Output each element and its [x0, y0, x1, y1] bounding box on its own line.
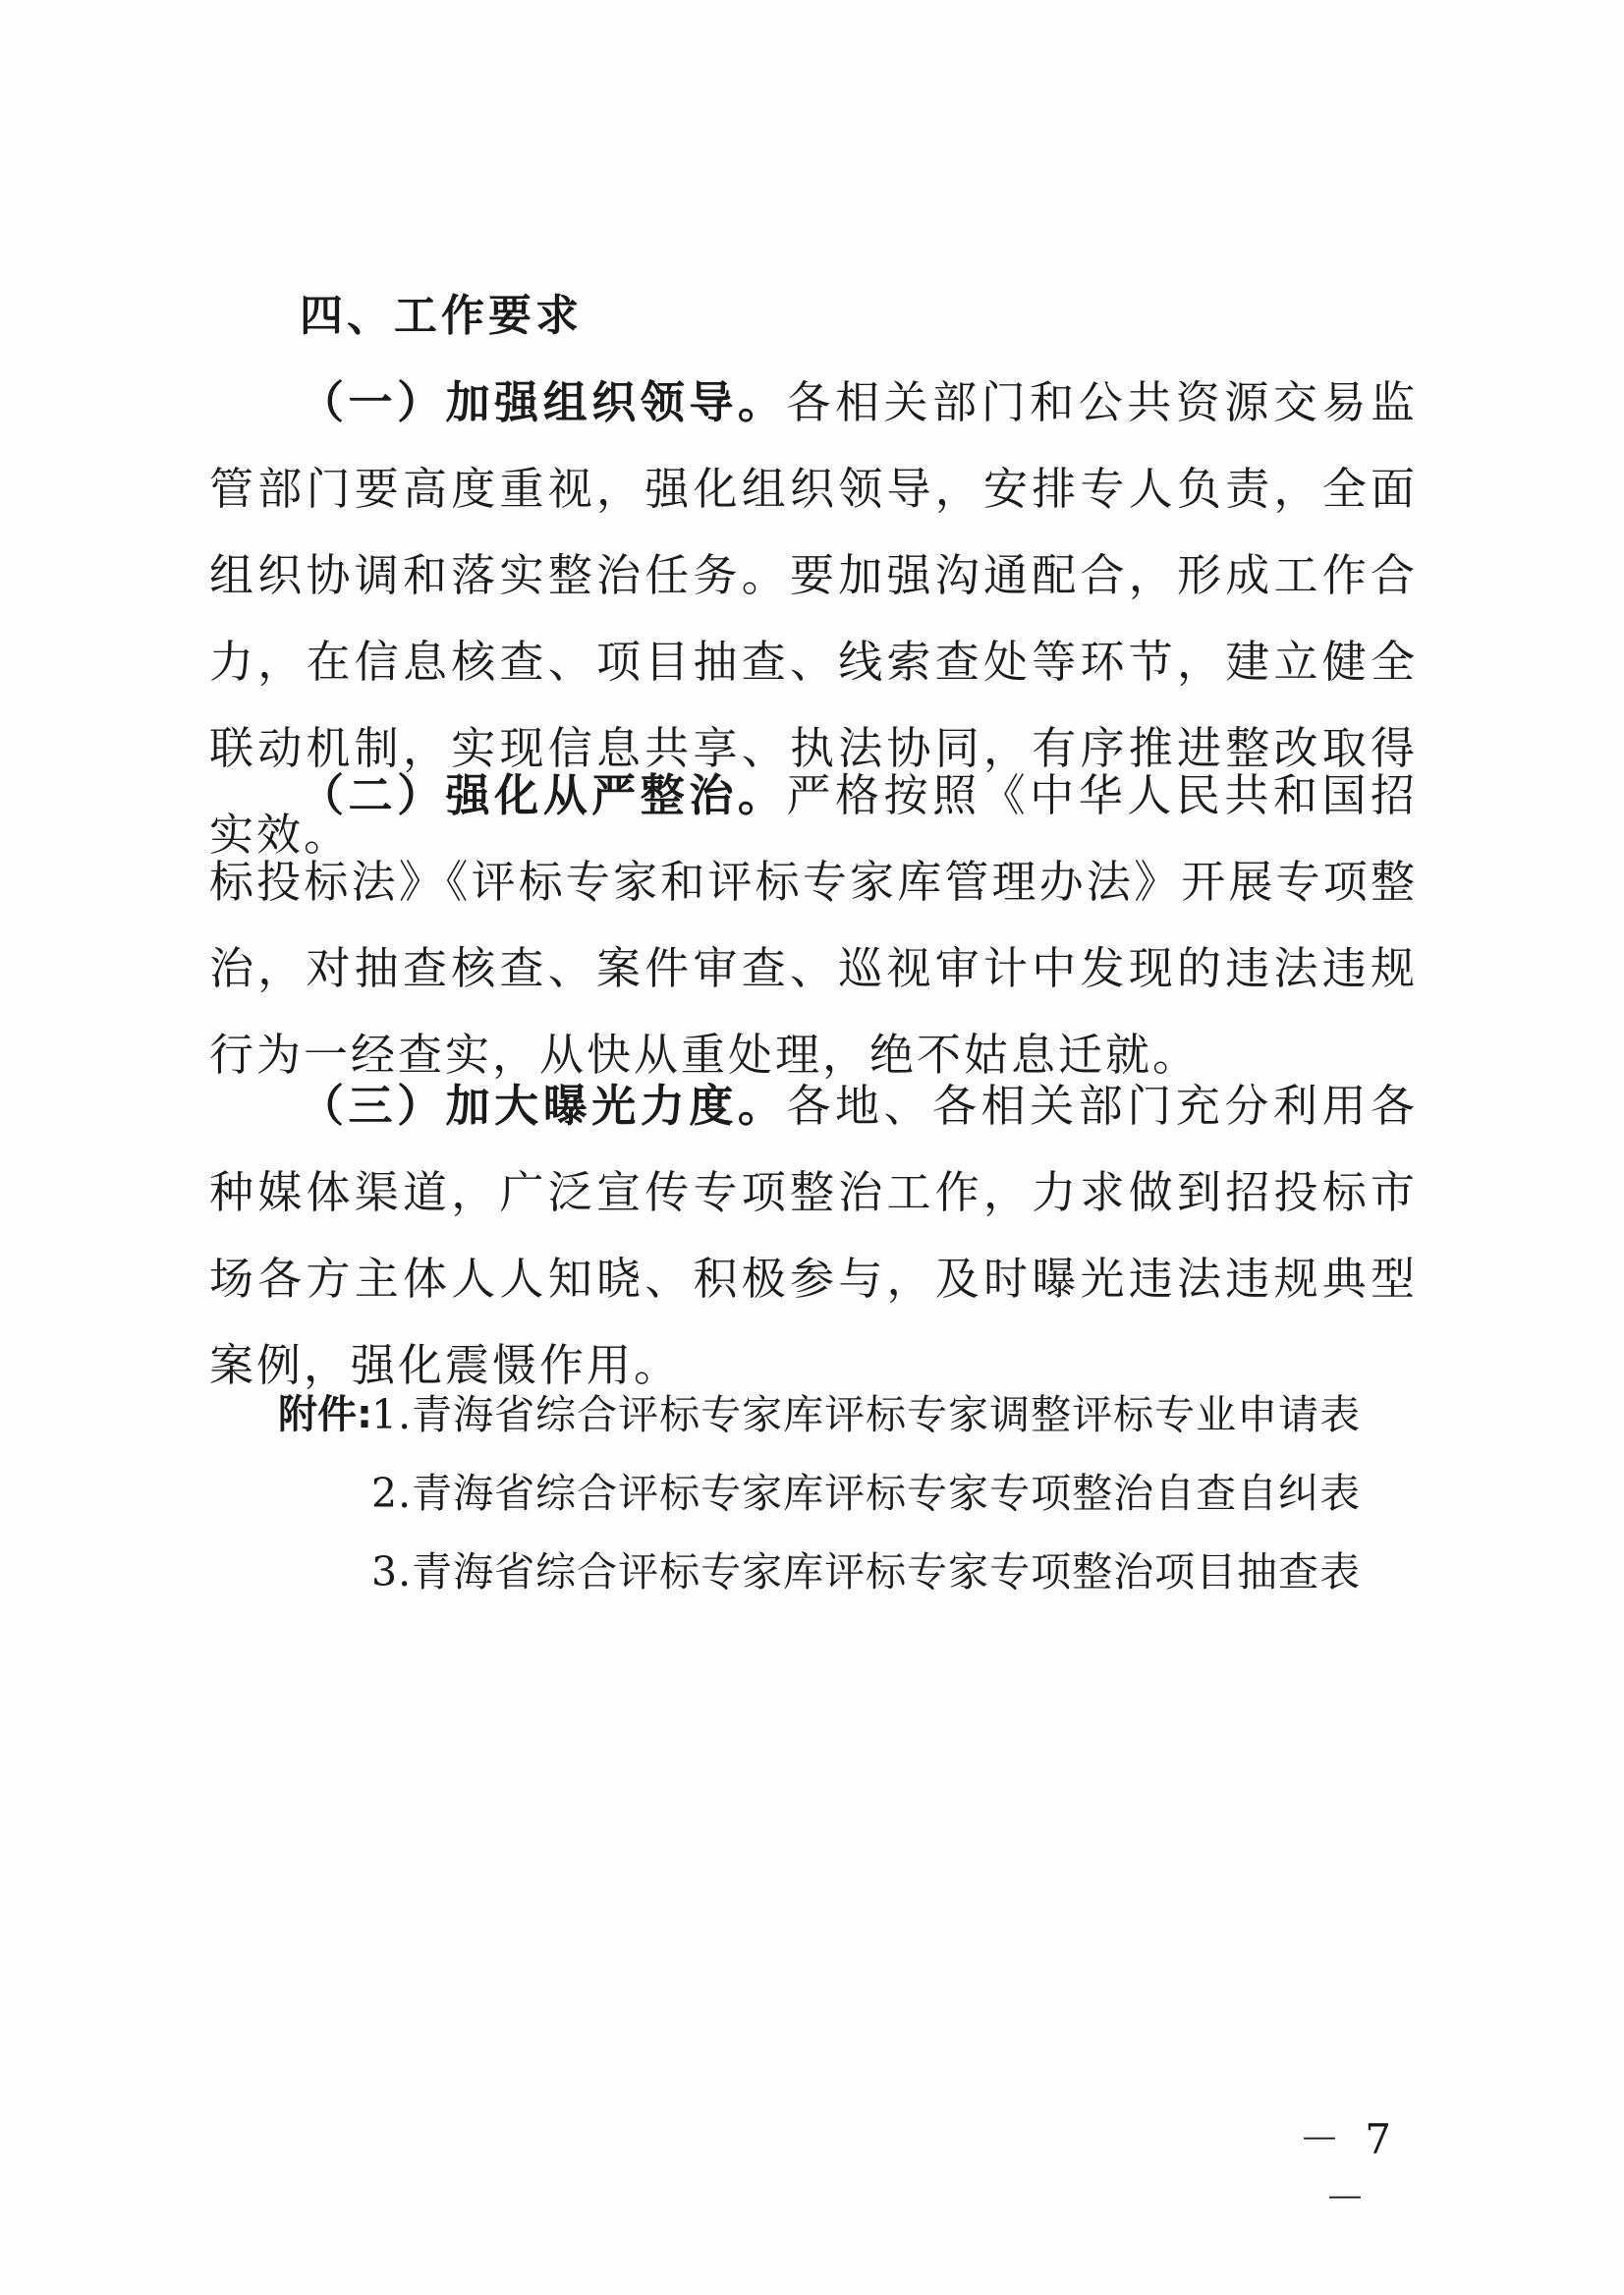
- paragraph-text: 各地、各相关部门充分利用各种媒体渠道，广泛宣传专项整治工作，力求做到招投标市场各方主体人人知晓、积极参与，及时曝光违法违规典型案例，强化震慑作用。: [209, 1080, 1418, 1391]
- paragraph-lead: （三）加大曝光力度。: [300, 1080, 787, 1132]
- paragraph-text: 严格按照《中华人民共和国招标投标法》《评标专家和评标专家库管理办法》开展专项整治，对抽查核查、案件审查、巡视审计中发现的违法违规行为一经查实，从快从重处理，绝不姑息迁就。: [209, 769, 1418, 1081]
- attachments-label: 附件:: [278, 1392, 372, 1437]
- paragraph-lead: （一）加强组织领导。: [300, 376, 787, 428]
- paragraph-increase-exposure: [209, 1063, 1418, 1409]
- paragraph-text: 各相关部门和公共资源交易监管部门要高度重视，强化组织领导，安排专人负责，全面组织协调和落实整治任务。要加强沟通配合，形成工作合力，在信息核查、项目抽查、线索查处等环节，建立健全联动机制，实现信息共享、执法协同，有序推进整改取得实效。: [209, 376, 1418, 861]
- paragraph-lead: （二）强化从严整治。: [300, 769, 787, 821]
- section-title: 四、工作要求: [300, 291, 583, 341]
- attachment-item: 2.青海省综合评标专家库评标专家专项整治自查自纠表: [371, 1470, 1362, 1517]
- paragraph-strict-rectification: [209, 753, 1418, 1098]
- attachment-item: 3.青海省综合评标专家库评标专家专项整治项目抽查表: [371, 1548, 1362, 1595]
- page-number: － 7 －: [1298, 2115, 1398, 2222]
- attachment-item: 1.青海省综合评标专家库评标专家调整评标专业申请表: [371, 1391, 1362, 1438]
